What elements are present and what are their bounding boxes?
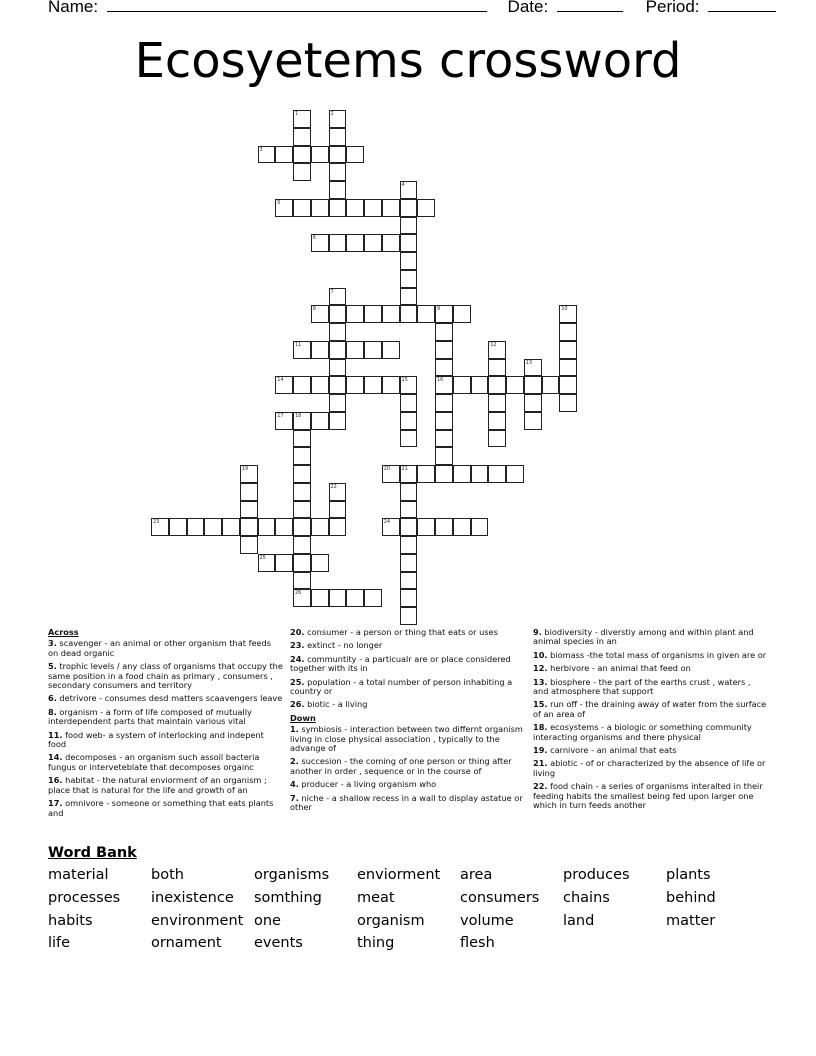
word-bank-word: behind bbox=[666, 889, 716, 906]
down-clue bbox=[533, 651, 768, 660]
crossword-cell[interactable] bbox=[417, 305, 435, 323]
crossword-cell[interactable] bbox=[293, 376, 311, 394]
crossword-cell[interactable] bbox=[559, 323, 577, 341]
across-clue bbox=[48, 753, 283, 772]
down-clue bbox=[533, 723, 768, 742]
crossword-cell[interactable] bbox=[382, 376, 400, 394]
crossword-cell[interactable] bbox=[364, 305, 382, 323]
word-bank-word: habits bbox=[48, 912, 93, 929]
crossword-cell[interactable] bbox=[417, 465, 435, 483]
crossword-cell[interactable] bbox=[506, 376, 524, 394]
clue-number-label: 11. bbox=[48, 729, 63, 740]
crossword-cell[interactable] bbox=[329, 181, 347, 199]
clue-number: 8 bbox=[312, 306, 316, 313]
crossword-cell[interactable] bbox=[488, 341, 506, 359]
clue-number: 26 bbox=[295, 590, 302, 597]
clue-number: 13 bbox=[525, 359, 533, 366]
down-clue bbox=[533, 628, 768, 647]
crossword-cell[interactable] bbox=[364, 234, 382, 252]
across-clue bbox=[290, 700, 525, 709]
clue-number-label: 16. bbox=[48, 775, 63, 786]
clue-number: 19 bbox=[241, 466, 249, 472]
crossword-cell[interactable] bbox=[453, 376, 471, 394]
crossword-cell[interactable] bbox=[293, 128, 311, 146]
clue-text: biotic - a living bbox=[307, 699, 368, 710]
across-clue bbox=[48, 694, 283, 703]
word-bank-word: both bbox=[151, 867, 184, 883]
crossword-cell[interactable] bbox=[329, 394, 347, 412]
clue-number-label: 17. bbox=[48, 798, 63, 809]
word-bank-word: produces bbox=[563, 867, 630, 883]
crossword-cell[interactable] bbox=[311, 305, 329, 323]
clue-text: habitat - the natural enviorment of an organism ; place that is natural for the life and growth of an bbox=[48, 775, 267, 795]
across-clue bbox=[48, 731, 283, 750]
crossword-cell[interactable] bbox=[311, 376, 329, 394]
word-bank-word: land bbox=[563, 912, 595, 929]
crossword-cell[interactable] bbox=[364, 341, 382, 359]
crossword-cell[interactable] bbox=[400, 199, 418, 217]
word-bank-word: material bbox=[48, 867, 109, 883]
crossword-cell[interactable] bbox=[435, 447, 453, 465]
clue-number: 2 bbox=[330, 111, 334, 117]
clue-number-label: 10. bbox=[533, 649, 548, 660]
crossword-cell[interactable] bbox=[329, 483, 347, 501]
down-clue bbox=[533, 664, 768, 673]
clue-number: 25 bbox=[259, 554, 266, 561]
across-clue bbox=[48, 639, 283, 658]
crossword-cell[interactable] bbox=[400, 483, 418, 501]
word-bank-word: enviorment bbox=[357, 867, 441, 883]
name-label: Name: bbox=[48, 0, 99, 16]
crossword-cell[interactable] bbox=[311, 341, 329, 359]
clue-text: biosphere - the part of the earths crust , waters , and atmosphere that support bbox=[533, 676, 751, 697]
crossword-cell[interactable] bbox=[400, 607, 418, 625]
crossword-cell[interactable] bbox=[346, 305, 364, 323]
crossword-cell[interactable] bbox=[435, 359, 453, 377]
across-clue bbox=[48, 708, 283, 727]
crossword-cell[interactable] bbox=[293, 554, 311, 572]
crossword-cell[interactable] bbox=[435, 518, 453, 536]
word-bank-word: one bbox=[254, 912, 281, 929]
clue-number-label: 9. bbox=[533, 627, 542, 637]
clue-text: detrivore - consumes desd matters scaavengers leave bbox=[59, 693, 283, 704]
across-heading: Across bbox=[48, 627, 79, 637]
clue-number-label: 14. bbox=[48, 752, 63, 763]
clue-text: decomposes - an organism such assoil bacteria fungus or interveteblate that decomposes orgainc bbox=[48, 752, 260, 772]
crossword-cell[interactable] bbox=[400, 217, 418, 235]
across-clue bbox=[48, 776, 283, 795]
crossword-cell[interactable] bbox=[488, 394, 506, 412]
clue-number: 10 bbox=[561, 306, 568, 313]
clue-number: 3 bbox=[259, 146, 263, 153]
page-title: Ecosyetems crossword bbox=[134, 33, 682, 89]
clue-number-label: 2. bbox=[290, 756, 299, 767]
crossword-cell[interactable] bbox=[435, 394, 453, 412]
across-clue bbox=[290, 678, 525, 697]
clue-number-label: 21. bbox=[533, 758, 548, 769]
word-bank-word: chains bbox=[563, 889, 610, 906]
clue-number: 4 bbox=[401, 182, 405, 188]
crossword-cell[interactable] bbox=[400, 181, 418, 199]
crossword-cell[interactable] bbox=[435, 305, 453, 323]
word-bank-word: somthing bbox=[254, 889, 322, 906]
crossword-cell[interactable] bbox=[453, 465, 471, 483]
crossword-cell[interactable] bbox=[382, 199, 400, 217]
clue-number-label: 22. bbox=[533, 781, 548, 792]
crossword-cell[interactable] bbox=[346, 376, 364, 394]
crossword-cell[interactable] bbox=[293, 447, 311, 465]
crossword-cell[interactable] bbox=[400, 430, 418, 448]
period-label: Period: bbox=[645, 0, 700, 16]
word-bank-word: area bbox=[460, 867, 493, 883]
crossword-cell[interactable] bbox=[293, 465, 311, 483]
crossword-cell[interactable] bbox=[329, 501, 347, 519]
crossword-cell[interactable] bbox=[275, 376, 293, 394]
clue-text: symbiosis - interaction between two differnt organism living in close physical association , typically to the advange of bbox=[290, 724, 523, 754]
crossword-cell[interactable] bbox=[258, 146, 276, 164]
clue-number-label: 15. bbox=[533, 699, 548, 710]
crossword-cell[interactable] bbox=[559, 341, 577, 359]
crossword-cell[interactable] bbox=[400, 234, 418, 252]
crossword-cell[interactable] bbox=[187, 518, 205, 536]
crossword-cell[interactable] bbox=[488, 465, 506, 483]
crossword-cell[interactable] bbox=[311, 518, 329, 536]
clue-text: trophic levels / any class of organisms that occupy the same position in a food chain as primary , consumers , secondary consumers and territory bbox=[48, 661, 283, 691]
clue-number-label: 26. bbox=[290, 699, 305, 710]
crossword-cell[interactable] bbox=[506, 465, 524, 483]
crossword-cell[interactable] bbox=[364, 376, 382, 394]
down-clue bbox=[533, 746, 768, 755]
crossword-cell[interactable] bbox=[311, 412, 329, 430]
clue-number: 22 bbox=[330, 483, 337, 490]
down-clue bbox=[290, 794, 525, 813]
crossword-cell[interactable] bbox=[258, 554, 276, 572]
crossword-cell[interactable] bbox=[329, 589, 347, 607]
crossword-cell[interactable] bbox=[382, 305, 400, 323]
clue-text: abiotic - of or characterized by the absence of life or living bbox=[533, 758, 766, 778]
down-clue bbox=[533, 700, 768, 719]
crossword-cell[interactable] bbox=[559, 376, 577, 394]
crossword-cell[interactable] bbox=[471, 518, 489, 536]
clue-number: 1 bbox=[295, 111, 299, 117]
down-clue bbox=[533, 759, 768, 778]
crossword-cell[interactable] bbox=[293, 589, 311, 607]
clue-text: herbivore - an animal that feed on bbox=[550, 663, 691, 674]
crossword-cell[interactable] bbox=[382, 518, 400, 536]
crossword-cell[interactable] bbox=[275, 146, 293, 164]
clue-number: 14 bbox=[277, 377, 284, 384]
crossword-cell[interactable] bbox=[488, 359, 506, 377]
clue-number-label: 6. bbox=[48, 693, 57, 704]
clue-number: 21 bbox=[401, 466, 408, 472]
crossword-cell[interactable] bbox=[524, 359, 542, 377]
word-bank-word: meat bbox=[357, 889, 395, 906]
word-bank-word: organisms bbox=[254, 867, 330, 883]
crossword-cell[interactable] bbox=[293, 412, 311, 430]
date-label: Date: bbox=[507, 0, 549, 16]
crossword-cell[interactable] bbox=[169, 518, 187, 536]
crossword-cell[interactable] bbox=[435, 430, 453, 448]
crossword-cell[interactable] bbox=[311, 146, 329, 164]
crossword-cell[interactable] bbox=[275, 412, 293, 430]
word-bank-word: flesh bbox=[460, 935, 495, 952]
crossword-cell[interactable] bbox=[400, 501, 418, 519]
clue-number-label: 24. bbox=[290, 653, 305, 664]
crossword-cell[interactable] bbox=[417, 199, 435, 217]
clue-number: 23 bbox=[153, 519, 160, 526]
clue-number-label: 13. bbox=[533, 676, 548, 687]
crossword-cell[interactable] bbox=[559, 394, 577, 412]
clue-number-label: 5. bbox=[48, 661, 57, 672]
crossword-cell[interactable] bbox=[471, 465, 489, 483]
clue-number: 20 bbox=[383, 466, 391, 472]
crossword-cell[interactable] bbox=[293, 483, 311, 501]
crossword-cell[interactable] bbox=[293, 572, 311, 590]
crossword-cell[interactable] bbox=[453, 305, 471, 323]
crossword-cell[interactable] bbox=[400, 589, 418, 607]
clue-text: food chain - a series of organisms interalted in their feeding habits the smallest being fed upon larger one which in turn feeds another bbox=[533, 781, 763, 811]
period-field[interactable] bbox=[708, 0, 776, 12]
word-bank-word: matter bbox=[666, 912, 716, 929]
crossword-cell[interactable] bbox=[346, 234, 364, 252]
crossword-cell[interactable] bbox=[329, 323, 347, 341]
crossword-cell[interactable] bbox=[329, 234, 347, 252]
clue-text: food web- a system of interlocking and indepent food bbox=[48, 729, 264, 750]
down-clue bbox=[290, 725, 525, 753]
crossword-cell[interactable] bbox=[293, 518, 311, 536]
crossword-cell[interactable] bbox=[400, 572, 418, 590]
crossword-cell[interactable] bbox=[293, 199, 311, 217]
crossword-cell[interactable] bbox=[400, 412, 418, 430]
clue-text: ecosystems - a biologic or something community interacting organisms and there physical bbox=[533, 722, 752, 742]
crossword-cell[interactable] bbox=[293, 163, 311, 181]
clue-text: organism - a form of life composed of mutually interdependent parts that maintain various vital bbox=[48, 706, 252, 727]
crossword-cell[interactable] bbox=[400, 554, 418, 572]
clue-number: 7 bbox=[330, 288, 334, 295]
word-bank-list bbox=[48, 864, 769, 955]
clues-column-3 bbox=[533, 628, 768, 815]
word-bank-word: environment bbox=[151, 912, 244, 929]
crossword-cell[interactable] bbox=[329, 305, 347, 323]
crossword-cell[interactable] bbox=[400, 518, 418, 536]
crossword-cell[interactable] bbox=[524, 394, 542, 412]
crossword-grid bbox=[151, 110, 591, 630]
crossword-cell[interactable] bbox=[400, 252, 418, 270]
clues-column-2 bbox=[290, 628, 525, 817]
crossword-cell[interactable] bbox=[524, 412, 542, 430]
crossword-cell[interactable] bbox=[400, 376, 418, 394]
crossword-cell[interactable] bbox=[293, 341, 311, 359]
word-bank-word: ornament bbox=[151, 935, 222, 952]
word-bank-word: processes bbox=[48, 889, 121, 906]
clue-text: communtity - a particualr are or place considered together with its in bbox=[290, 653, 511, 674]
clue-text: consumer - a person or thing that eats or uses bbox=[307, 627, 498, 637]
clue-text: scavenger - an animal or other organism that feeds on dead organic bbox=[48, 638, 271, 658]
crossword-cell[interactable] bbox=[293, 110, 311, 128]
crossword-cell[interactable] bbox=[293, 430, 311, 448]
clue-text: biomass -the total mass of organisms in given are or bbox=[550, 649, 767, 660]
word-bank-word: life bbox=[48, 935, 71, 952]
name-field[interactable] bbox=[107, 0, 487, 12]
word-bank-title: Word Bank bbox=[48, 845, 137, 861]
crossword-cell[interactable] bbox=[346, 589, 364, 607]
clue-text: run off - the draining away of water from the surface of an area of bbox=[533, 699, 767, 719]
clue-text: omnivore - someone or something that eats plants and bbox=[48, 798, 274, 818]
crossword-cell[interactable] bbox=[240, 518, 258, 536]
crossword-cell[interactable] bbox=[435, 341, 453, 359]
clue-number-label: 4. bbox=[290, 779, 299, 790]
crossword-cell[interactable] bbox=[329, 163, 347, 181]
crossword-cell[interactable] bbox=[293, 501, 311, 519]
clue-number-label: 18. bbox=[533, 722, 548, 733]
clue-number-label: 1. bbox=[290, 724, 299, 735]
crossword-cell[interactable] bbox=[329, 518, 347, 536]
clue-number: 9 bbox=[437, 306, 441, 313]
crossword-cell[interactable] bbox=[488, 376, 506, 394]
clue-number: 6 bbox=[312, 235, 316, 242]
crossword-cell[interactable] bbox=[364, 199, 382, 217]
across-clue bbox=[290, 641, 525, 650]
crossword-cell[interactable] bbox=[364, 589, 382, 607]
clue-number: 5 bbox=[277, 199, 281, 206]
crossword-cell[interactable] bbox=[417, 518, 435, 536]
crossword-cell[interactable] bbox=[400, 270, 418, 288]
clue-number-label: 12. bbox=[533, 663, 548, 674]
crossword-cell[interactable] bbox=[435, 412, 453, 430]
crossword-cell[interactable] bbox=[400, 536, 418, 554]
crossword-cell[interactable] bbox=[400, 394, 418, 412]
crossword-cell[interactable] bbox=[400, 288, 418, 306]
crossword-cell[interactable] bbox=[329, 412, 347, 430]
crossword-cell[interactable] bbox=[488, 430, 506, 448]
crossword-cell[interactable] bbox=[488, 412, 506, 430]
clue-number-label: 8. bbox=[48, 706, 57, 717]
crossword-cell[interactable] bbox=[400, 305, 418, 323]
crossword-cell[interactable] bbox=[346, 199, 364, 217]
down-clue bbox=[533, 678, 768, 697]
crossword-cell[interactable] bbox=[240, 536, 258, 554]
word-bank-word: plants bbox=[666, 867, 711, 883]
crossword-cell[interactable] bbox=[275, 199, 293, 217]
clue-number: 24 bbox=[383, 519, 391, 526]
down-clue bbox=[290, 780, 525, 789]
down-clue bbox=[533, 782, 768, 810]
word-bank-word: events bbox=[254, 935, 303, 952]
crossword-cell[interactable] bbox=[329, 110, 347, 128]
clue-text: biodiversity - diverstiy among and within plant and animal species in an bbox=[533, 627, 754, 647]
crossword-cell[interactable] bbox=[240, 465, 258, 483]
clue-number-label: 25. bbox=[290, 676, 305, 687]
crossword-cell[interactable] bbox=[346, 341, 364, 359]
clue-number-label: 7. bbox=[290, 792, 299, 803]
word-bank-word: consumers bbox=[460, 889, 540, 906]
crossword-cell[interactable] bbox=[382, 341, 400, 359]
word-bank-word: inexistence bbox=[151, 889, 234, 906]
crossword-cell[interactable] bbox=[275, 518, 293, 536]
across-clue bbox=[290, 628, 525, 637]
crossword-cell[interactable] bbox=[400, 465, 418, 483]
crossword-cell[interactable] bbox=[293, 146, 311, 164]
clue-number: 18 bbox=[295, 412, 302, 419]
crossword-cell[interactable] bbox=[240, 501, 258, 519]
clue-text: niche - a shallow recess in a wall to display astatue or other bbox=[290, 792, 523, 813]
crossword-cell[interactable] bbox=[311, 589, 329, 607]
crossword-cell[interactable] bbox=[329, 359, 347, 377]
down-heading: Down bbox=[290, 712, 316, 723]
clue-number-label: 3. bbox=[48, 638, 57, 649]
crossword-cell[interactable] bbox=[329, 288, 347, 306]
clue-number-label: 23. bbox=[290, 640, 305, 651]
crossword-cell[interactable] bbox=[471, 376, 489, 394]
clue-text: succesion - the coming of one person or thing after another in order , sequence or in the course of bbox=[290, 756, 512, 776]
across-clue bbox=[48, 799, 283, 818]
clue-text: producer - a living organism who bbox=[301, 779, 437, 790]
crossword-cell[interactable] bbox=[151, 518, 169, 536]
crossword-cell[interactable] bbox=[329, 146, 347, 164]
crossword-cell[interactable] bbox=[346, 146, 364, 164]
clue-number: 17 bbox=[277, 412, 284, 419]
down-clue bbox=[290, 757, 525, 776]
crossword-cell[interactable] bbox=[311, 199, 329, 217]
clue-number: 16 bbox=[437, 377, 444, 384]
crossword-cell[interactable] bbox=[559, 305, 577, 323]
crossword-cell[interactable] bbox=[435, 323, 453, 341]
word-bank-word: organism bbox=[357, 912, 425, 929]
crossword-cell[interactable] bbox=[435, 376, 453, 394]
crossword-cell[interactable] bbox=[382, 234, 400, 252]
clue-number-label: 19. bbox=[533, 745, 548, 756]
clue-number: 12 bbox=[490, 341, 497, 348]
crossword-cell[interactable] bbox=[329, 128, 347, 146]
clue-text: carnivore - an animal that eats bbox=[550, 745, 677, 756]
crossword-cell[interactable] bbox=[382, 465, 400, 483]
crossword-cell[interactable] bbox=[542, 376, 560, 394]
student-info-header bbox=[48, 0, 776, 17]
clue-number-label: 20. bbox=[290, 627, 305, 637]
crossword-cell[interactable] bbox=[240, 483, 258, 501]
crossword-cell[interactable] bbox=[453, 518, 471, 536]
crossword-cell[interactable] bbox=[435, 465, 453, 483]
crossword-cell[interactable] bbox=[329, 199, 347, 217]
word-bank-word: volume bbox=[460, 912, 514, 929]
crossword-cell[interactable] bbox=[559, 359, 577, 377]
word-bank-word: thing bbox=[357, 935, 395, 952]
across-clue bbox=[290, 655, 525, 674]
word-bank bbox=[48, 845, 769, 955]
clue-text: population - a total number of person inhabiting a country or bbox=[290, 676, 513, 697]
crossword-cell[interactable] bbox=[275, 554, 293, 572]
clue-number: 15 bbox=[401, 377, 408, 384]
date-field[interactable] bbox=[557, 0, 623, 12]
crossword-cell[interactable] bbox=[329, 341, 347, 359]
clue-text: extinct - no longer bbox=[307, 640, 383, 651]
across-clue bbox=[48, 662, 283, 690]
crossword-cell[interactable] bbox=[311, 554, 329, 572]
crossword-cell[interactable] bbox=[258, 518, 276, 536]
crossword-cell[interactable] bbox=[293, 536, 311, 554]
clues-column-1 bbox=[48, 628, 283, 822]
clue-number: 11 bbox=[295, 341, 302, 348]
crossword-cell[interactable] bbox=[204, 518, 222, 536]
crossword-cell[interactable] bbox=[524, 376, 542, 394]
crossword-cell[interactable] bbox=[329, 376, 347, 394]
crossword-cell[interactable] bbox=[222, 518, 240, 536]
crossword-cell[interactable] bbox=[311, 234, 329, 252]
